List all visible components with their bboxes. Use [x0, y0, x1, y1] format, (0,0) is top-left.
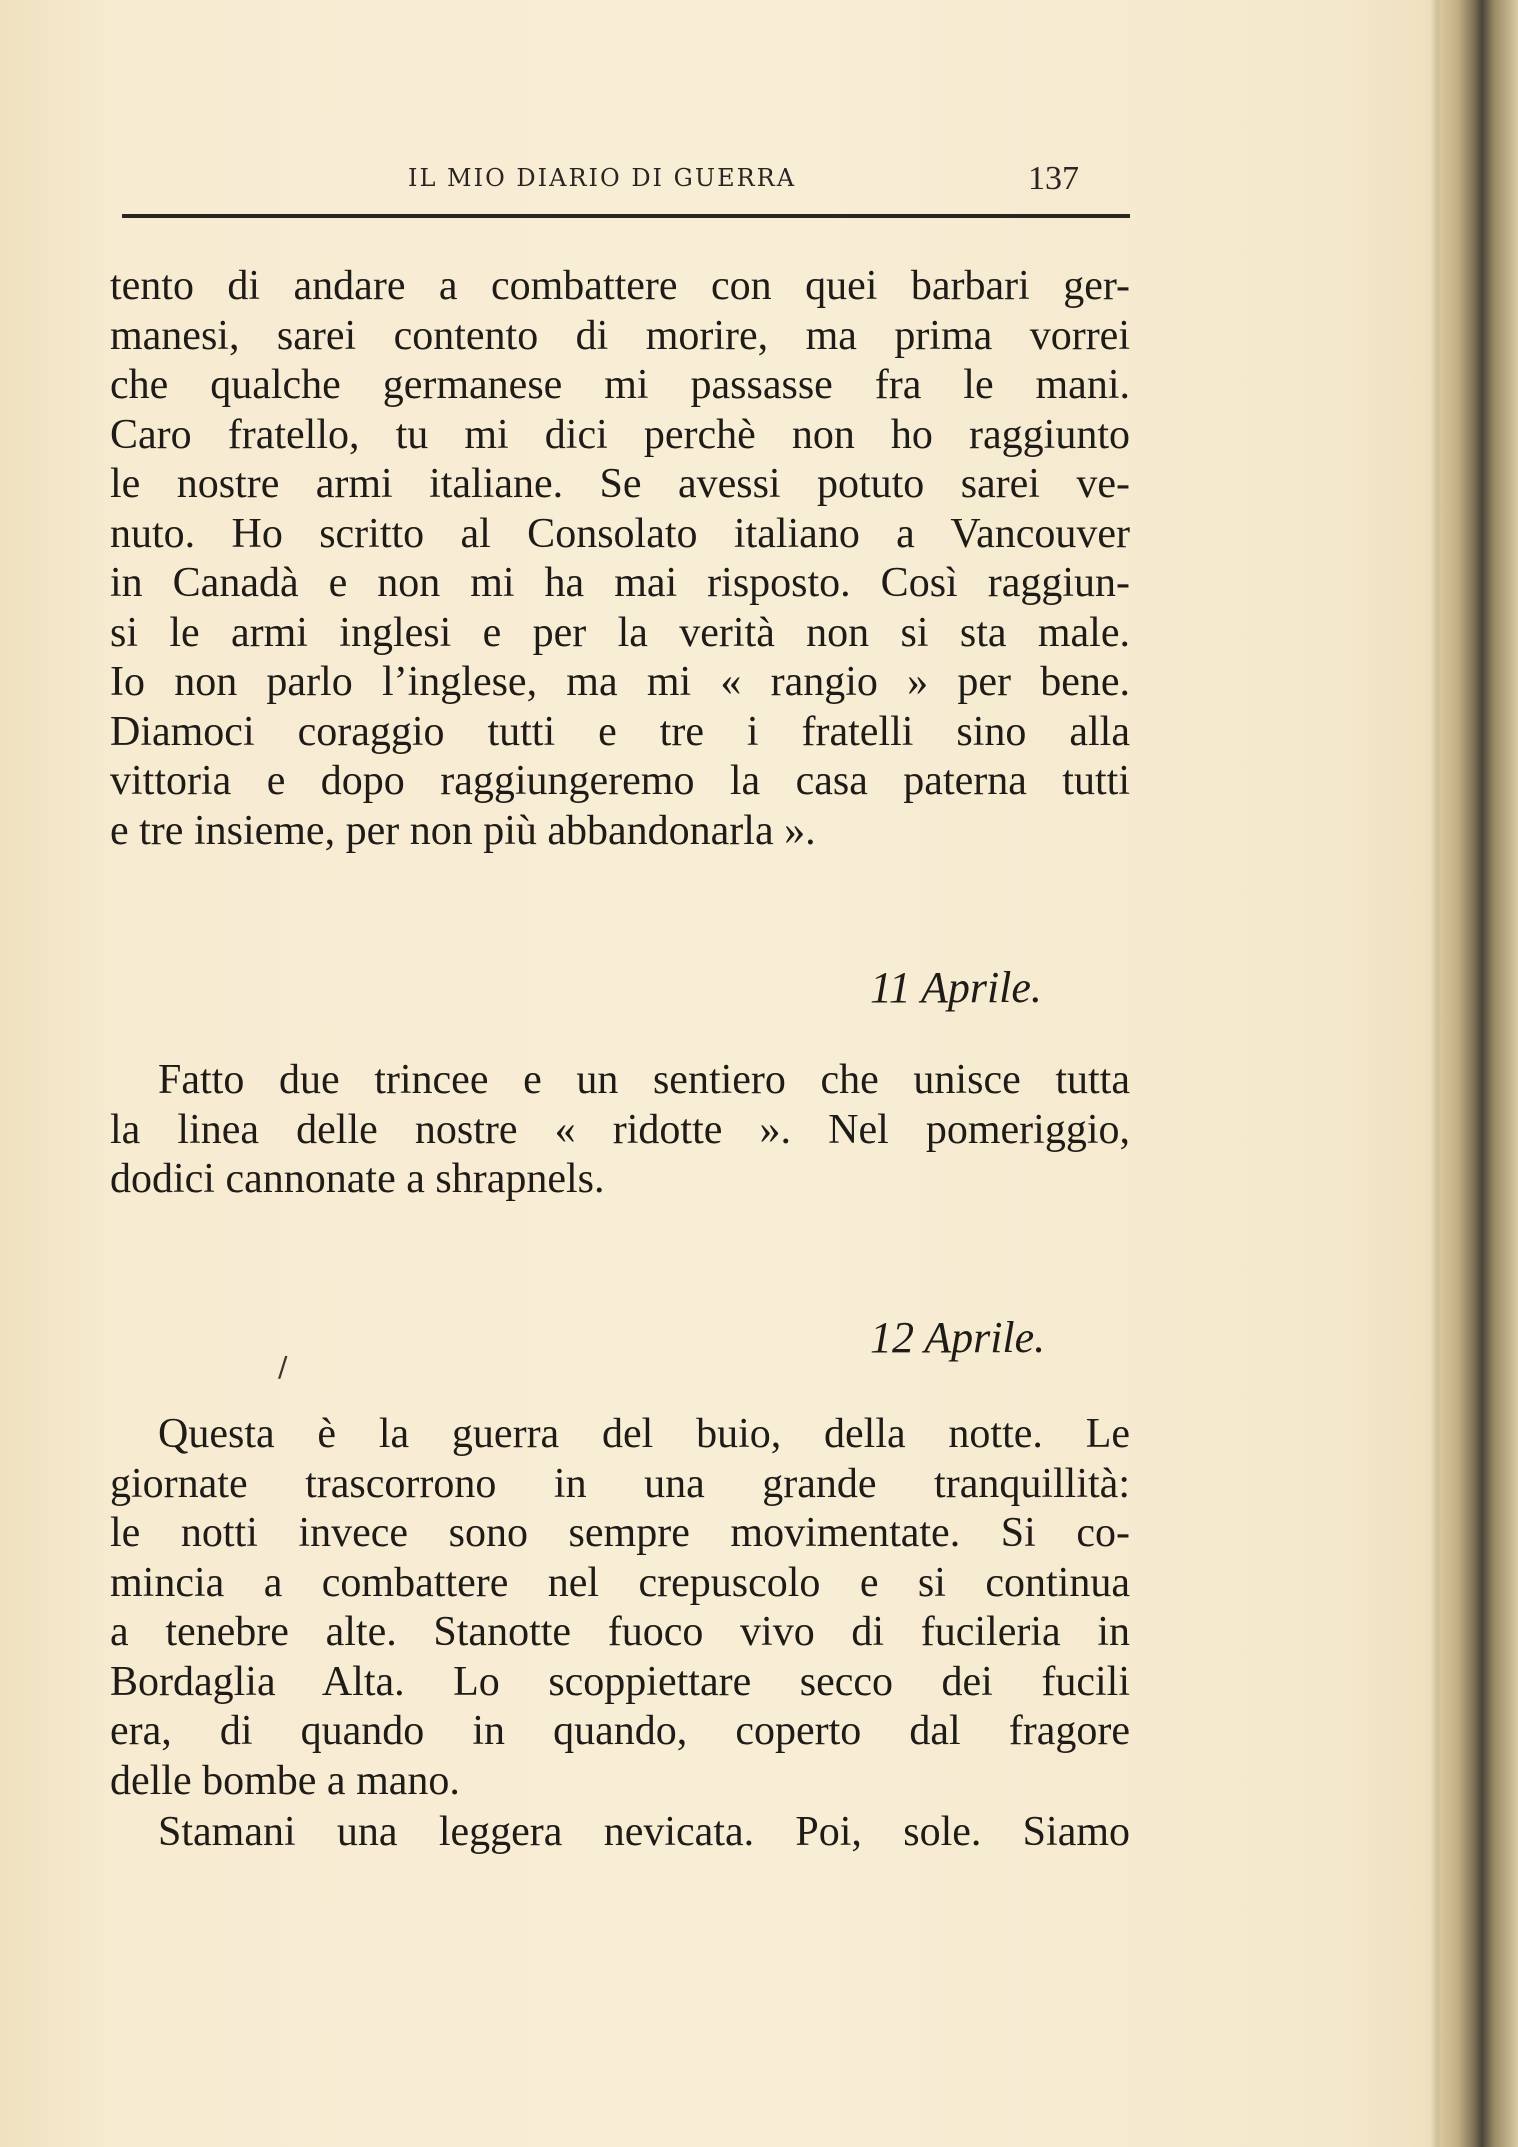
text-line: tento di andare a combattere con quei barbari ger-	[110, 263, 1130, 309]
text-line: e tre insieme, per non più abbandonarla ».	[110, 807, 816, 854]
running-title: IL MIO DIARIO DI GUERRA	[408, 164, 797, 192]
text-line: giornate trascorrono in una grande tranquillità:	[110, 1460, 1130, 1507]
text-line: Stamani una leggera nevicata. Poi, sole. Siamo	[158, 1809, 1130, 1855]
text-line: Fatto due trincee e un sentiero che unisce tutta	[158, 1057, 1130, 1103]
text-line: mincia a combattere nel crepuscolo e si continua	[110, 1559, 1130, 1606]
text-line: Questa è la guerra del buio, della notte. Le	[158, 1411, 1130, 1457]
text-line: delle bombe a mano.	[110, 1757, 460, 1804]
text-line: Diamoci coraggio tutti e tre i fratelli sino alla	[110, 708, 1130, 755]
page-number: 137	[1028, 160, 1079, 197]
paragraph-letter-continuation	[110, 262, 1130, 856]
text-line: dodici cannonate a shrapnels.	[110, 1156, 605, 1202]
text-line: in Canadà e non mi ha mai risposto. Così raggiun-	[110, 560, 1130, 606]
text-line: Caro fratello, tu mi dici perchè non ho raggiunto	[110, 411, 1130, 458]
paragraph-entry-11-april	[110, 1056, 1130, 1205]
text-line: manesi, sarei contento di morire, ma prima vorrei	[110, 312, 1130, 359]
text-line: le nostre armi italiane. Se avessi potuto sarei ve-	[110, 461, 1130, 507]
paragraph-entry-12-april	[110, 1410, 1130, 1806]
text-line: era, di quando in quando, coperto dal fragore	[110, 1708, 1130, 1754]
text-line: la linea delle nostre « ridotte ». Nel pomeriggio,	[110, 1106, 1130, 1153]
diary-date-heading: 11 Aprile.	[870, 963, 1042, 1012]
text-line: le notti invece sono sempre movimentate. Si co-	[110, 1510, 1130, 1556]
text-line: Bordaglia Alta. Lo scoppiettare secco dei fucili	[110, 1658, 1130, 1705]
text-line: vittoria e dopo raggiungeremo la casa paterna tutti	[110, 758, 1130, 804]
diary-date-heading: 12 Aprile.	[870, 1313, 1046, 1362]
paragraph-morning-snow	[110, 1808, 1130, 1858]
header-rule	[122, 214, 1130, 218]
text-line: nuto. Ho scritto al Consolato italiano a Vancouver	[110, 510, 1130, 557]
stray-pencil-mark: /	[278, 1350, 288, 1383]
page-header	[120, 160, 1130, 210]
text-line: si le armi inglesi e per la verità non si sta male.	[110, 609, 1130, 656]
text-line: che qualche germanese mi passasse fra le mani.	[110, 362, 1130, 408]
book-binding	[1438, 0, 1518, 2147]
text-line: Io non parlo l’inglese, ma mi « rangio » per bene.	[110, 659, 1130, 705]
text-line: a tenebre alte. Stanotte fuoco vivo di fucileria in	[110, 1609, 1130, 1655]
